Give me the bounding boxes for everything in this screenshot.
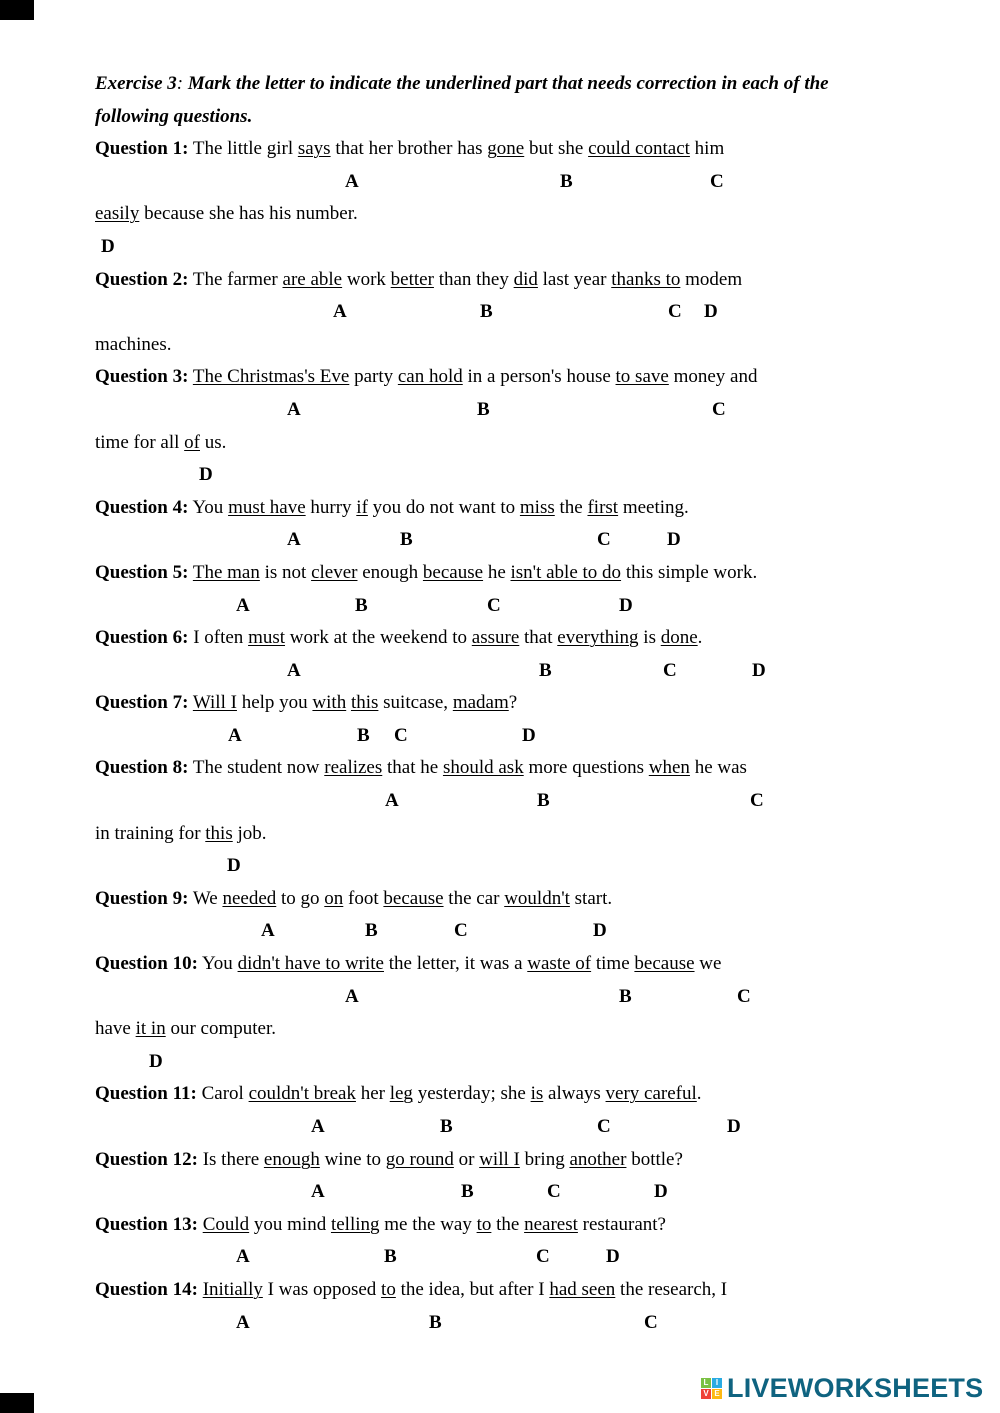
underlined-segment: needed bbox=[222, 887, 277, 909]
answer-letter-b[interactable]: B bbox=[480, 301, 493, 323]
text-segment: last year bbox=[537, 268, 612, 290]
answer-letter-b[interactable]: B bbox=[429, 1311, 442, 1333]
underlined-segment: can hold bbox=[397, 366, 463, 388]
text-segment: Question 12: bbox=[95, 1148, 198, 1170]
answer-letter-c[interactable]: C bbox=[750, 790, 764, 812]
answer-letter-c[interactable]: C bbox=[710, 170, 724, 192]
text-segment: hurry bbox=[305, 496, 357, 518]
answer-letters-row bbox=[95, 1046, 965, 1079]
answer-letter-b[interactable]: B bbox=[537, 790, 550, 812]
answer-letter-c[interactable]: C bbox=[597, 529, 611, 551]
text-segment: money and bbox=[668, 366, 758, 388]
text-segment: The student now bbox=[188, 757, 325, 779]
underlined-segment: could contact bbox=[588, 138, 690, 160]
answer-letter-c[interactable]: C bbox=[394, 724, 408, 746]
text-segment: enough bbox=[357, 561, 423, 583]
question-text-line bbox=[95, 883, 965, 916]
underlined-segment: when bbox=[648, 757, 690, 779]
underlined-segment: didn't have to write bbox=[237, 953, 384, 975]
underlined-segment: telling bbox=[330, 1213, 380, 1235]
underlined-segment: better bbox=[390, 268, 434, 290]
answer-letters-row bbox=[95, 296, 965, 329]
question-text-line bbox=[95, 622, 965, 655]
answer-letters-row bbox=[95, 1111, 965, 1144]
text-segment: is not bbox=[259, 561, 312, 583]
answer-letter-d[interactable]: D bbox=[522, 724, 536, 746]
underlined-segment: easily bbox=[95, 203, 140, 225]
answer-letter-a[interactable]: A bbox=[311, 1181, 325, 1203]
text-segment: restaurant? bbox=[577, 1213, 666, 1235]
scan-mark-bottom-left bbox=[0, 1393, 34, 1413]
text-segment: Question 3: bbox=[95, 366, 189, 388]
answer-letters-row bbox=[95, 981, 965, 1014]
underlined-segment: to save bbox=[615, 366, 669, 388]
text-segment: time bbox=[591, 953, 635, 975]
text-segment: The farmer bbox=[188, 268, 283, 290]
answer-letter-a[interactable]: A bbox=[287, 659, 301, 681]
text-segment: Question 8: bbox=[95, 757, 189, 779]
text-segment: Question 5: bbox=[95, 561, 189, 583]
liveworksheets-watermark[interactable] bbox=[701, 1374, 983, 1402]
text-segment: Question 10: bbox=[95, 953, 198, 975]
text-segment: to go bbox=[276, 887, 325, 909]
answer-letter-a[interactable]: A bbox=[385, 790, 399, 812]
text-segment: party bbox=[349, 366, 398, 388]
answer-letters-row bbox=[95, 655, 965, 688]
text-segment: him bbox=[689, 138, 725, 160]
underlined-segment: The Christmas's Eve bbox=[192, 366, 350, 388]
answer-letter-b[interactable]: B bbox=[355, 594, 368, 616]
text-segment: bottle? bbox=[626, 1148, 683, 1170]
text-segment: Mark the letter to indicate the underlined part that needs correction in each of the bbox=[187, 73, 829, 94]
underlined-segment: will I bbox=[479, 1148, 520, 1170]
text-segment: Question 11: bbox=[95, 1083, 197, 1105]
answer-letter-d[interactable]: D bbox=[606, 1246, 620, 1268]
underlined-segment: Will I bbox=[192, 692, 237, 714]
text-segment: Question 9: bbox=[95, 887, 189, 909]
text-segment: Is there bbox=[197, 1148, 264, 1170]
underlined-segment: to bbox=[476, 1213, 492, 1235]
text-segment: meeting. bbox=[618, 496, 689, 518]
underlined-segment: of bbox=[184, 431, 200, 453]
text-segment: we bbox=[694, 953, 722, 975]
text-segment: I often bbox=[188, 627, 249, 649]
question-text-line bbox=[95, 1013, 965, 1046]
text-segment: Question 13: bbox=[95, 1213, 198, 1235]
text-segment: the idea, but after I bbox=[395, 1278, 550, 1300]
text-segment: the bbox=[491, 1213, 525, 1235]
text-segment: you mind bbox=[249, 1213, 331, 1235]
text-segment: but she bbox=[524, 138, 589, 160]
text-segment: us. bbox=[200, 431, 227, 453]
answer-letters-row bbox=[95, 850, 965, 883]
text-segment: he was bbox=[689, 757, 747, 779]
text-segment: this simple work. bbox=[621, 561, 758, 583]
logo-square-e: E bbox=[712, 1389, 722, 1399]
underlined-segment: enough bbox=[263, 1148, 320, 1170]
text-segment: We bbox=[188, 887, 223, 909]
underlined-segment: to bbox=[381, 1278, 396, 1300]
answer-letter-a[interactable]: A bbox=[261, 920, 275, 942]
question-text-line bbox=[95, 752, 965, 785]
question-text-line bbox=[95, 264, 965, 297]
underlined-segment: wouldn't bbox=[504, 887, 570, 909]
underlined-segment: clever bbox=[311, 561, 358, 583]
answer-letter-d[interactable]: D bbox=[593, 920, 607, 942]
exercise-heading-line bbox=[95, 68, 965, 101]
underlined-segment: says bbox=[297, 138, 331, 160]
answer-letters-row bbox=[95, 1307, 965, 1340]
answer-letter-b[interactable]: B bbox=[365, 920, 378, 942]
text-segment: is bbox=[638, 627, 661, 649]
answer-letter-b[interactable]: B bbox=[539, 659, 552, 681]
underlined-segment: should ask bbox=[442, 757, 524, 779]
question-text-line bbox=[95, 198, 965, 231]
underlined-segment: everything bbox=[557, 627, 639, 649]
text-segment: me the way bbox=[379, 1213, 477, 1235]
underlined-segment: isn't able to do bbox=[510, 561, 622, 583]
answer-letters-row bbox=[95, 459, 965, 492]
answer-letter-c[interactable]: C bbox=[597, 1116, 611, 1137]
text-segment: than they bbox=[433, 268, 514, 290]
text-segment: . bbox=[696, 1083, 702, 1105]
answer-letter-c[interactable]: C bbox=[536, 1246, 550, 1268]
underlined-segment: had seen bbox=[549, 1278, 616, 1300]
underlined-segment: done bbox=[660, 627, 698, 649]
answer-letter-d[interactable]: D bbox=[619, 594, 633, 616]
answer-letters-row bbox=[95, 524, 965, 557]
underlined-segment: realizes bbox=[324, 757, 383, 779]
answer-letter-d[interactable]: D bbox=[667, 529, 681, 551]
underlined-segment: another bbox=[569, 1148, 627, 1170]
text-segment: that her brother has bbox=[330, 138, 488, 160]
question-text-line bbox=[95, 492, 965, 525]
answer-letter-b[interactable]: B bbox=[440, 1116, 453, 1137]
answer-letter-d[interactable]: D bbox=[752, 659, 766, 681]
text-segment: yesterday; she bbox=[412, 1083, 531, 1105]
text-segment: ? bbox=[508, 692, 518, 714]
text-segment: in a person's house bbox=[462, 366, 616, 388]
answer-letter-b[interactable]: B bbox=[400, 529, 413, 551]
answer-letters-row bbox=[95, 1241, 965, 1274]
text-segment: the research, I bbox=[615, 1278, 728, 1300]
answer-letter-a[interactable]: A bbox=[345, 170, 359, 192]
underlined-segment: first bbox=[587, 496, 619, 518]
text-segment: Question 1: bbox=[95, 138, 189, 160]
text-segment: suitcase, bbox=[378, 692, 453, 714]
text-segment: You bbox=[197, 953, 238, 975]
text-segment: time for all bbox=[95, 431, 185, 453]
text-segment: Question 14: bbox=[95, 1278, 198, 1300]
answer-letter-d[interactable]: D bbox=[727, 1116, 741, 1137]
text-segment: bring bbox=[519, 1148, 570, 1170]
underlined-segment: Could bbox=[202, 1213, 250, 1235]
text-segment: help you bbox=[236, 692, 313, 714]
answer-letter-c[interactable]: C bbox=[547, 1181, 561, 1203]
answer-letters-row bbox=[95, 394, 965, 427]
answer-letter-d[interactable]: D bbox=[199, 464, 213, 486]
answer-letters-row bbox=[95, 915, 965, 948]
answer-letter-a[interactable]: A bbox=[311, 1116, 325, 1137]
worksheet-body bbox=[0, 68, 1000, 1339]
answer-letter-b[interactable]: B bbox=[560, 170, 573, 192]
answer-letters-row bbox=[95, 231, 965, 264]
text-segment: foot bbox=[343, 887, 384, 909]
answer-letter-b[interactable]: B bbox=[461, 1181, 474, 1203]
underlined-segment: assure bbox=[471, 627, 520, 649]
underlined-segment: The man bbox=[192, 561, 260, 583]
text-segment: The little girl bbox=[188, 138, 298, 160]
text-segment: our computer. bbox=[165, 1018, 276, 1040]
answer-letter-a[interactable]: A bbox=[228, 724, 242, 746]
text-segment: start. bbox=[569, 887, 613, 909]
underlined-segment: gone bbox=[487, 138, 525, 160]
text-segment: work bbox=[342, 268, 391, 290]
answer-letter-c[interactable]: C bbox=[663, 659, 677, 681]
text-segment: more questions bbox=[523, 757, 649, 779]
underlined-segment: this bbox=[350, 692, 379, 714]
text-segment: or bbox=[453, 1148, 480, 1170]
answer-letter-a[interactable]: A bbox=[287, 529, 301, 551]
answer-letter-c[interactable]: C bbox=[644, 1311, 658, 1333]
text-segment: Carol bbox=[196, 1083, 249, 1105]
underlined-segment: did bbox=[513, 268, 538, 290]
answer-letter-c[interactable]: C bbox=[454, 920, 468, 942]
text-segment: work at the weekend to bbox=[285, 627, 472, 649]
answer-letters-row bbox=[95, 166, 965, 199]
answer-letter-a[interactable]: A bbox=[236, 594, 250, 616]
text-segment: I was opposed bbox=[262, 1278, 382, 1300]
answer-letter-d[interactable]: D bbox=[704, 301, 718, 323]
underlined-segment: is bbox=[530, 1083, 544, 1105]
answer-letter-b[interactable]: B bbox=[477, 398, 490, 420]
underlined-segment: if bbox=[356, 496, 368, 518]
text-segment: he bbox=[483, 561, 511, 583]
answer-letter-a[interactable]: A bbox=[345, 985, 359, 1007]
answer-letter-b[interactable]: B bbox=[357, 724, 370, 746]
underlined-segment: madam bbox=[452, 692, 509, 714]
question-text-line bbox=[95, 948, 965, 981]
question-text-line bbox=[95, 687, 965, 720]
answer-letter-c[interactable]: C bbox=[487, 594, 501, 616]
answer-letter-c[interactable]: C bbox=[668, 301, 682, 323]
text-segment: following questions. bbox=[95, 105, 253, 127]
underlined-segment: because bbox=[422, 561, 484, 583]
question-text-line bbox=[95, 329, 965, 362]
text-segment: the bbox=[554, 496, 588, 518]
answer-letters-row bbox=[95, 1176, 965, 1209]
underlined-segment: because bbox=[383, 887, 444, 909]
exercise-heading-line bbox=[95, 101, 965, 134]
text-segment: Question 6: bbox=[95, 627, 189, 649]
text-segment: the car bbox=[443, 887, 505, 909]
text-segment: in training for bbox=[95, 822, 206, 844]
text-segment: her bbox=[355, 1083, 390, 1105]
text-segment: : bbox=[176, 73, 188, 94]
text-segment: that bbox=[519, 627, 558, 649]
answer-letter-a[interactable]: A bbox=[333, 301, 347, 323]
text-segment: Question 7: bbox=[95, 692, 189, 714]
underlined-segment: waste of bbox=[527, 953, 592, 975]
text-segment: You bbox=[188, 496, 229, 518]
underlined-segment: go round bbox=[385, 1148, 454, 1170]
underlined-segment: leg bbox=[389, 1083, 413, 1105]
text-segment: wine to bbox=[319, 1148, 386, 1170]
question-text-line bbox=[95, 1144, 965, 1177]
text-segment: the letter, it was a bbox=[383, 953, 528, 975]
underlined-segment: thanks to bbox=[611, 268, 681, 290]
answer-letter-a[interactable]: A bbox=[236, 1311, 250, 1333]
underlined-segment: couldn't break bbox=[248, 1083, 356, 1105]
underlined-segment: with bbox=[312, 692, 347, 714]
text-segment: that he bbox=[382, 757, 443, 779]
underlined-segment: this bbox=[205, 822, 233, 844]
liveworksheets-brand-text: LIVEWORKSHEETS bbox=[727, 1372, 984, 1403]
text-segment: always bbox=[543, 1083, 606, 1105]
answer-letter-a[interactable]: A bbox=[236, 1246, 250, 1268]
underlined-segment: very careful bbox=[605, 1083, 697, 1105]
text-segment: modem bbox=[680, 268, 743, 290]
answer-letter-a[interactable]: A bbox=[287, 398, 301, 420]
answer-letter-b[interactable]: B bbox=[384, 1246, 397, 1268]
text-segment: Question 2: bbox=[95, 268, 189, 290]
answer-letter-c[interactable]: C bbox=[737, 985, 751, 1007]
question-text-line bbox=[95, 557, 965, 590]
text-segment: . bbox=[697, 627, 703, 649]
question-text-line bbox=[95, 1209, 965, 1242]
answer-letters-row bbox=[95, 720, 965, 753]
logo-square-l: L bbox=[701, 1378, 711, 1388]
question-text-line bbox=[95, 1274, 965, 1307]
answer-letter-d[interactable]: D bbox=[149, 1050, 163, 1072]
underlined-segment: must bbox=[248, 627, 286, 649]
underlined-segment: miss bbox=[519, 496, 555, 518]
answer-letter-d[interactable]: D bbox=[101, 235, 115, 257]
underlined-segment: nearest bbox=[524, 1213, 578, 1235]
text-segment: Exercise 3 bbox=[95, 73, 177, 94]
answer-letter-c[interactable]: C bbox=[712, 398, 726, 420]
logo-square-i: I bbox=[712, 1378, 722, 1388]
underlined-segment: because bbox=[634, 953, 695, 975]
underlined-segment: on bbox=[324, 887, 344, 909]
underlined-segment: are able bbox=[282, 268, 343, 290]
liveworksheets-icon bbox=[701, 1378, 722, 1399]
text-segment: have bbox=[95, 1018, 136, 1040]
question-text-line bbox=[95, 818, 965, 851]
question-text-line bbox=[95, 1078, 965, 1111]
answer-letters-row bbox=[95, 785, 965, 818]
logo-square-v: V bbox=[701, 1389, 711, 1399]
answer-letters-row bbox=[95, 590, 965, 623]
answer-letter-b[interactable]: B bbox=[619, 985, 632, 1007]
underlined-segment: must have bbox=[228, 496, 306, 518]
scan-mark-top-left bbox=[0, 0, 34, 20]
text-segment: machines. bbox=[95, 333, 172, 355]
question-text-line bbox=[95, 427, 965, 460]
text-segment: you do not want to bbox=[367, 496, 520, 518]
question-text-line bbox=[95, 361, 965, 394]
underlined-segment: it in bbox=[135, 1018, 166, 1040]
text-segment: job. bbox=[232, 822, 267, 844]
answer-letter-d[interactable]: D bbox=[227, 855, 241, 877]
text-segment: because she has his number. bbox=[139, 203, 358, 225]
underlined-segment: Initially bbox=[202, 1278, 263, 1300]
text-segment: Question 4: bbox=[95, 496, 189, 518]
answer-letter-d[interactable]: D bbox=[654, 1181, 668, 1203]
question-text-line bbox=[95, 133, 965, 166]
